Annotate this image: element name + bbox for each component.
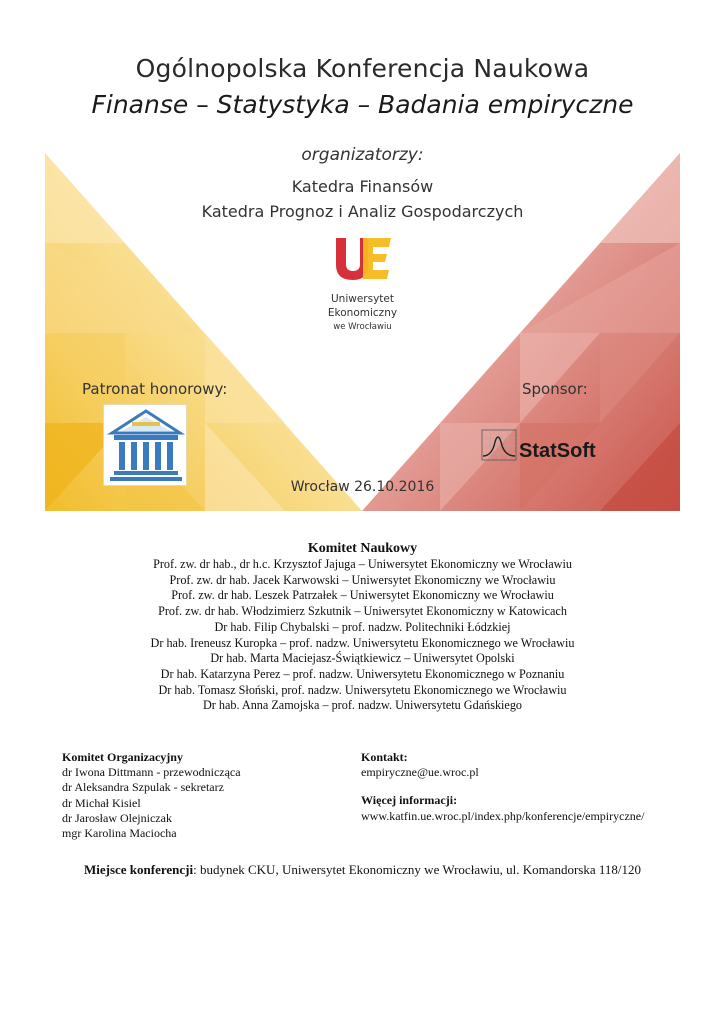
university-line-2: Ekonomiczny	[327, 307, 398, 319]
committee-member: Dr hab. Marta Maciejasz-Świątkiewicz – Uniwersytet Opolski	[210, 651, 515, 666]
organizing-committee-title: Komitet Organizacyjny	[62, 750, 183, 764]
committee-member: Dr hab. Tomasz Słoński, prof. nadzw. Uniwersytetu Ekonomicznego we Wrocławiu	[158, 682, 567, 697]
department-finance: Katedra Finansów	[291, 177, 434, 196]
ue-logo-icon	[333, 234, 393, 282]
committee-member: Dr hab. Filip Chybalski – prof. nadzw. Politechniki Łódzkiej	[214, 619, 511, 634]
organizer-member: mgr Karolina Maciocha	[62, 826, 177, 841]
committee-member: Dr hab. Anna Zamojska – prof. nadzw. Uniwersytetu Gdańskiego	[202, 698, 523, 713]
department-forecasting: Katedra Prognoz i Analiz Gospodarczych	[201, 202, 524, 221]
committee-member: Prof. zw. dr hab., dr h.c. Krzysztof Jajuga – Uniwersytet Ekonomiczny we Wrocławiu	[153, 557, 572, 571]
contact-section	[361, 750, 644, 824]
committee-member: Prof. zw. dr hab. Leszek Patrzałek – Uniwersytet Ekonomiczny we Wrocławiu	[171, 588, 554, 603]
more-info-title: Więcej informacji:	[361, 793, 458, 808]
organizer-member: dr Jarosław Olejniczak	[62, 810, 172, 825]
committee-member: Dr hab. Ireneusz Kuropka – prof. nadzw. Uniwersytetu Ekonomicznego we Wrocławiu	[150, 635, 575, 650]
conference-subtitle: Finanse – Statystyka – Badania empiryczne	[91, 90, 634, 119]
conference-title: Ogólnopolska Konferencja Naukowa	[135, 54, 590, 83]
sponsor-name: StatSoft	[519, 440, 596, 462]
scientific-committee-title: Komitet Naukowy	[307, 541, 418, 556]
venue-label: Miejsce konferencji	[83, 862, 194, 877]
venue-address: : budynek CKU, Uniwersytet Ekonomiczny we Wrocławiu, ul. Komandorska 118/120	[193, 862, 642, 877]
organizing-committee	[62, 750, 241, 841]
university-name	[300, 292, 425, 334]
more-info-url[interactable]: www.katfin.ue.wroc.pl/index.php/konferencje/empiryczne/	[361, 808, 645, 823]
scientific-committee	[0, 540, 725, 714]
committee-member: Dr hab. Katarzyna Perez – prof. nadzw. Uniwersytetu Ekonomicznego w Poznaniu	[160, 666, 565, 681]
university-line-1: Uniwersytet	[331, 293, 394, 305]
organizer-member: dr Aleksandra Szpulak - sekretarz	[62, 780, 224, 795]
sponsor-label: Sponsor:	[522, 380, 588, 398]
university-line-3: we Wrocławiu	[333, 322, 392, 332]
organizer-member: dr Michał Kisiel	[62, 795, 141, 810]
patronage-label: Patronat honorowy:	[82, 380, 228, 398]
temple-emblem-icon	[104, 405, 188, 487]
organizer-member: dr Iwona Dittmann - przewodnicząca	[62, 765, 241, 780]
conference-date: Wrocław 26.10.2016	[290, 479, 435, 495]
committee-member: Prof. zw. dr hab. Jacek Karwowski – Uniwersytet Ekonomiczny we Wrocławiu	[169, 572, 556, 587]
contact-email[interactable]: empiryczne@ue.wroc.pl	[361, 765, 479, 780]
committee-member: Prof. zw. dr hab. Włodzimierz Szkutnik – Uniwersytet Ekonomiczny w Katowicach	[158, 604, 567, 619]
patronage-emblem	[103, 404, 187, 486]
organizers-label: organizatorzy:	[301, 145, 424, 165]
venue-line	[0, 862, 725, 878]
contact-title: Kontakt:	[361, 750, 408, 764]
